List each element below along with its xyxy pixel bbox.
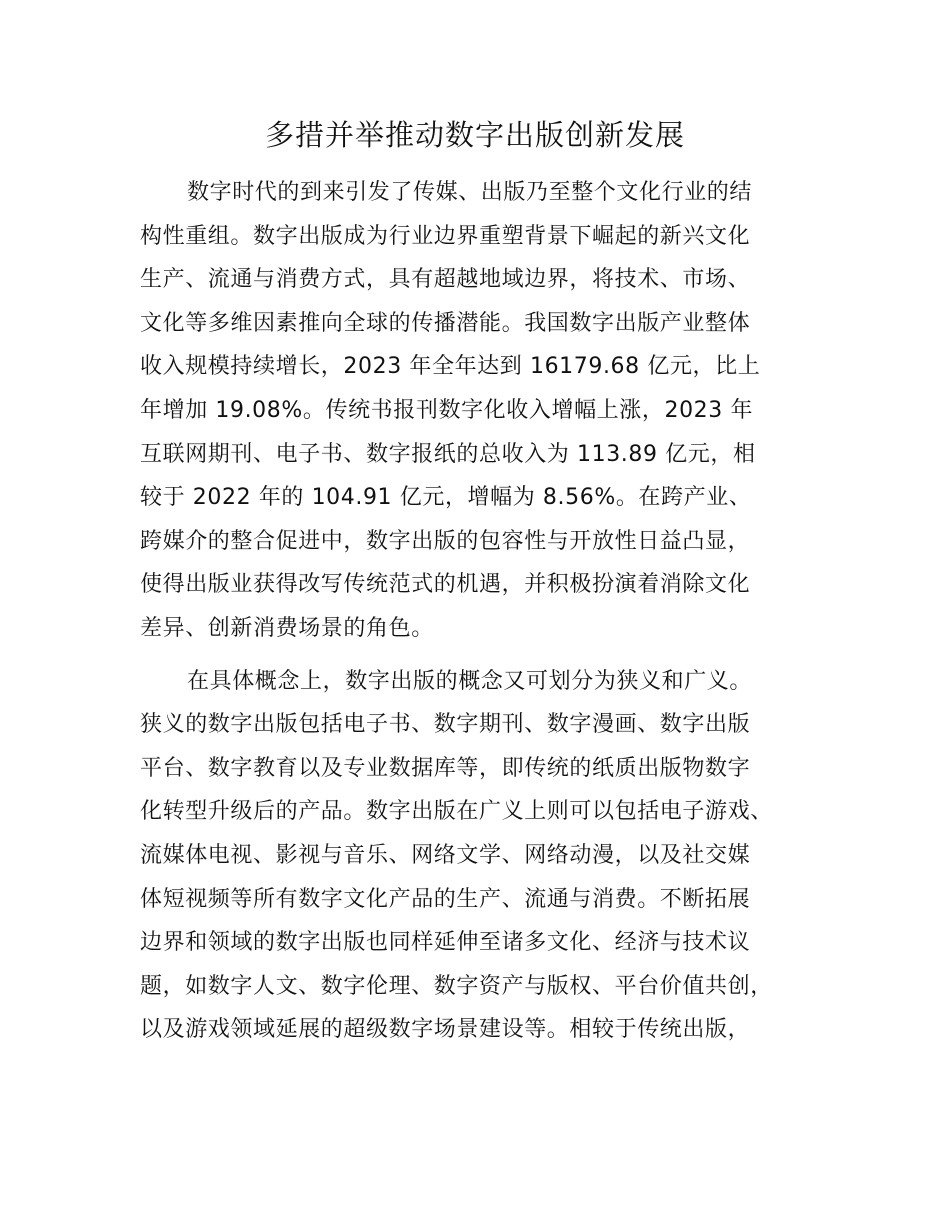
paragraph-line: 数字时代的到来引发了传媒、出版乃至整个文化行业的结 [187,180,753,205]
paragraph-line: 跨媒介的整合促进中，数字出版的包容性与开放性日益凸显， [140,528,751,554]
document-body [140,171,840,1052]
paragraph-line: 化转型升级后的产品。数字出版在广义上则可以包括电子游戏、 [140,799,773,825]
paragraph-gap [140,651,840,660]
paragraph-line: 构性重组。数字出版成为行业边界重塑背景下崛起的新兴文化 [140,223,751,249]
paragraph-line: 较于 2022 年的 104.91 亿元，增幅为 8.56%。在跨产业、 [140,485,752,511]
paragraph-line: 狭义的数字出版包括电子书、数字期刊、数字漫画、数字出版 [140,712,751,738]
paragraph-line: 流媒体电视、影视与音乐、网络文学、网络动漫，以及社交媒 [140,842,751,868]
paragraph-line: 题，如数字人文、数字伦理、数字资产与版权、平台价值共创， [140,973,773,999]
paragraph-line: 收入规模持续增长，2023 年全年达到 16179.68 亿元，比上 [140,354,761,380]
paragraph-line: 年增加 19.08%。传统书报刊数字化收入增幅上涨，2023 年 [140,397,754,423]
paragraph-line: 文化等多维因素推向全球的传播潜能。我国数字出版产业整体 [140,310,751,336]
paragraph-line: 差异、创新消费场景的角色。 [140,615,434,641]
document-title: 多措并举推动数字出版创新发展 [264,118,685,152]
paragraph-line: 在具体概念上，数字出版的概念又可划分为狭义和广义。 [187,668,753,694]
paragraph-line: 体短视频等所有数字文化产品的生产、流通与消费。不断拓展 [140,886,751,912]
paragraph-line: 生产、流通与消费方式，具有超越地域边界，将技术、市场、 [140,267,751,293]
paragraph-line: 使得出版业获得改写传统范式的机遇，并积极扮演着消除文化 [140,572,751,598]
paragraph-line: 互联网期刊、电子书、数字报纸的总收入为 113.89 亿元，相 [140,441,756,467]
paragraph-line: 平台、数字教育以及专业数据库等，即传统的纸质出版物数字 [140,755,751,781]
paragraph [140,660,840,1052]
paragraph-line: 边界和领域的数字出版也同样延伸至诸多文化、经济与技术议 [140,930,751,956]
paragraph-line: 以及游戏领域延展的超级数字场景建设等。相较于传统出版， [140,1017,751,1043]
paragraph [140,171,840,651]
